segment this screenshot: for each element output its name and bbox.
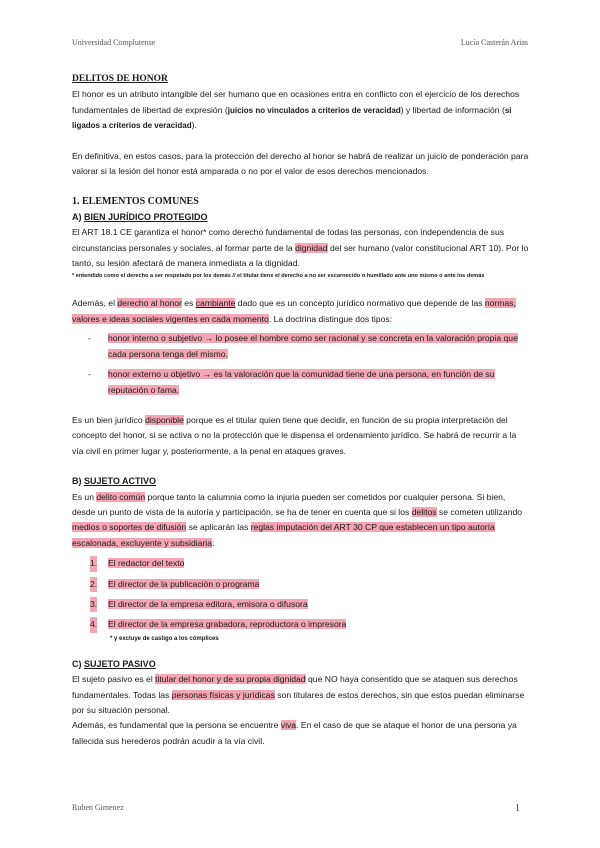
- document-body: [72, 72, 530, 749]
- list-item: 1. El redactor del texto: [72, 556, 530, 571]
- bullet-item: - honor externo u objetivo → es la valoración que la comunidad tiene de una persona, en función de su reputación o fama.: [88, 369, 495, 395]
- header-university: Universidad Complutense: [72, 38, 156, 47]
- document-title: DELITOS DE HONOR: [72, 74, 168, 84]
- subsection-b-paragraph: Es un delito común porque tanto la calumnia como la injuria pueden ser cometidos por cualquier persona. Si bien, desde un punto de vista de la autoría y participación, se ha de tener en cuenta que si los delitos se cometen utilizando medios o soportes de difusión se aplicarán las reglas imputación del ART 30 CP que establecen un tipo autoría escalonada, excluyente y subsidiaria:: [72, 491, 523, 548]
- bullet-item: - honor interno o subjetivo → lo posee el hombre como ser racional y se concreta en la valoración propia que cada persona tenga del mismo.: [88, 333, 518, 359]
- list-item: 4. El director de la empresa grabadora, reproductora o impresora: [72, 617, 530, 632]
- header-author: Lucía Casterán Arias: [460, 38, 528, 47]
- subsection-c-paragraph-2: Además, es fundamental que la persona se encuentre viva. En el caso de que se ataque el honor de una persona ya fallecida sus herederos podrán acudir a la vía civil.: [72, 720, 517, 746]
- list-item: 3. El director de la empresa editora, emisora o difusora: [72, 597, 530, 612]
- intro-paragraph-1: El honor es un atributo intangible del ser humano que en ocasiones entra en conflicto con el ejercicio de los derechos fundamentales de libertad de expresión (juicios no vinculados a criterios de veracidad) y libertad de información (si ligados a criterios de veracidad).: [72, 89, 520, 131]
- list-note: * y excluye de castigo a los cómplices: [110, 635, 219, 642]
- intro-paragraph-2: En definitiva, en estos casos, para la protección del derecho al honor se habrá de realizar un juicio de ponderación para valorar si la lesión del honor está amparada o no por el valor de esos derechos mencionados.: [72, 150, 529, 177]
- subsection-a-paragraph-3: Es un bien jurídico disponible porque es el titular quien tiene que decidir, en función de su propia interpretación del concepto del honor, si se activa o no la protección que le dispensa el ordenamiento jurídico. Se habrá de recurrir a la vía civil en primer lugar y, posteriormente, a la penal en ataques graves.: [72, 414, 517, 456]
- subsection-a-paragraph-2: Además, el derecho al honor es cambiante dado que es un concepto jurídico normativo que depende de las normas, valores e ideas sociales vigentes en cada momento. La doctrina distingue dos tipos:: [72, 298, 516, 324]
- page-number: 1: [515, 803, 520, 814]
- subsection-b-title: B) SUJETO ACTIVO: [72, 476, 157, 487]
- subsection-a-title: A) BIEN JURÍDICO PROTEGIDO: [72, 211, 208, 222]
- list-item: 2. El director de la publicación o programa: [72, 577, 530, 592]
- footer-author: Ruben Gimenez: [72, 803, 124, 812]
- section-heading: 1. ELEMENTOS COMUNES: [72, 196, 199, 208]
- subsection-c-paragraph-1: El sujeto pasivo es el titular del honor y de su propia dignidad que NO haya consentido que se ataquen sus derechos fundamentales. Todas las personas físicas y jurídicas son titulares de estos derechos, sin que estos puedan eliminarse por su situación personal.: [72, 674, 525, 715]
- subsection-c-title: C) SUJETO PASIVO: [72, 658, 156, 669]
- footnote: * entendido como el derecho a ser respetado por los demás // el titular tiene el derecho a no ser escarnecido o humillado ante uno mismo o ante los demás: [72, 273, 485, 280]
- subsection-a-paragraph-1: El ART 18.1 CE garantiza el honor* como derecho fundamental de todas las personas, con independencia de sus circunstancias personales y sociales, al formar parte de la dignidad del ser humano (valor constitucional ART 10). Por lo tanto, su lesión afectará de manera inmediata a la dignidad.: [72, 227, 529, 269]
